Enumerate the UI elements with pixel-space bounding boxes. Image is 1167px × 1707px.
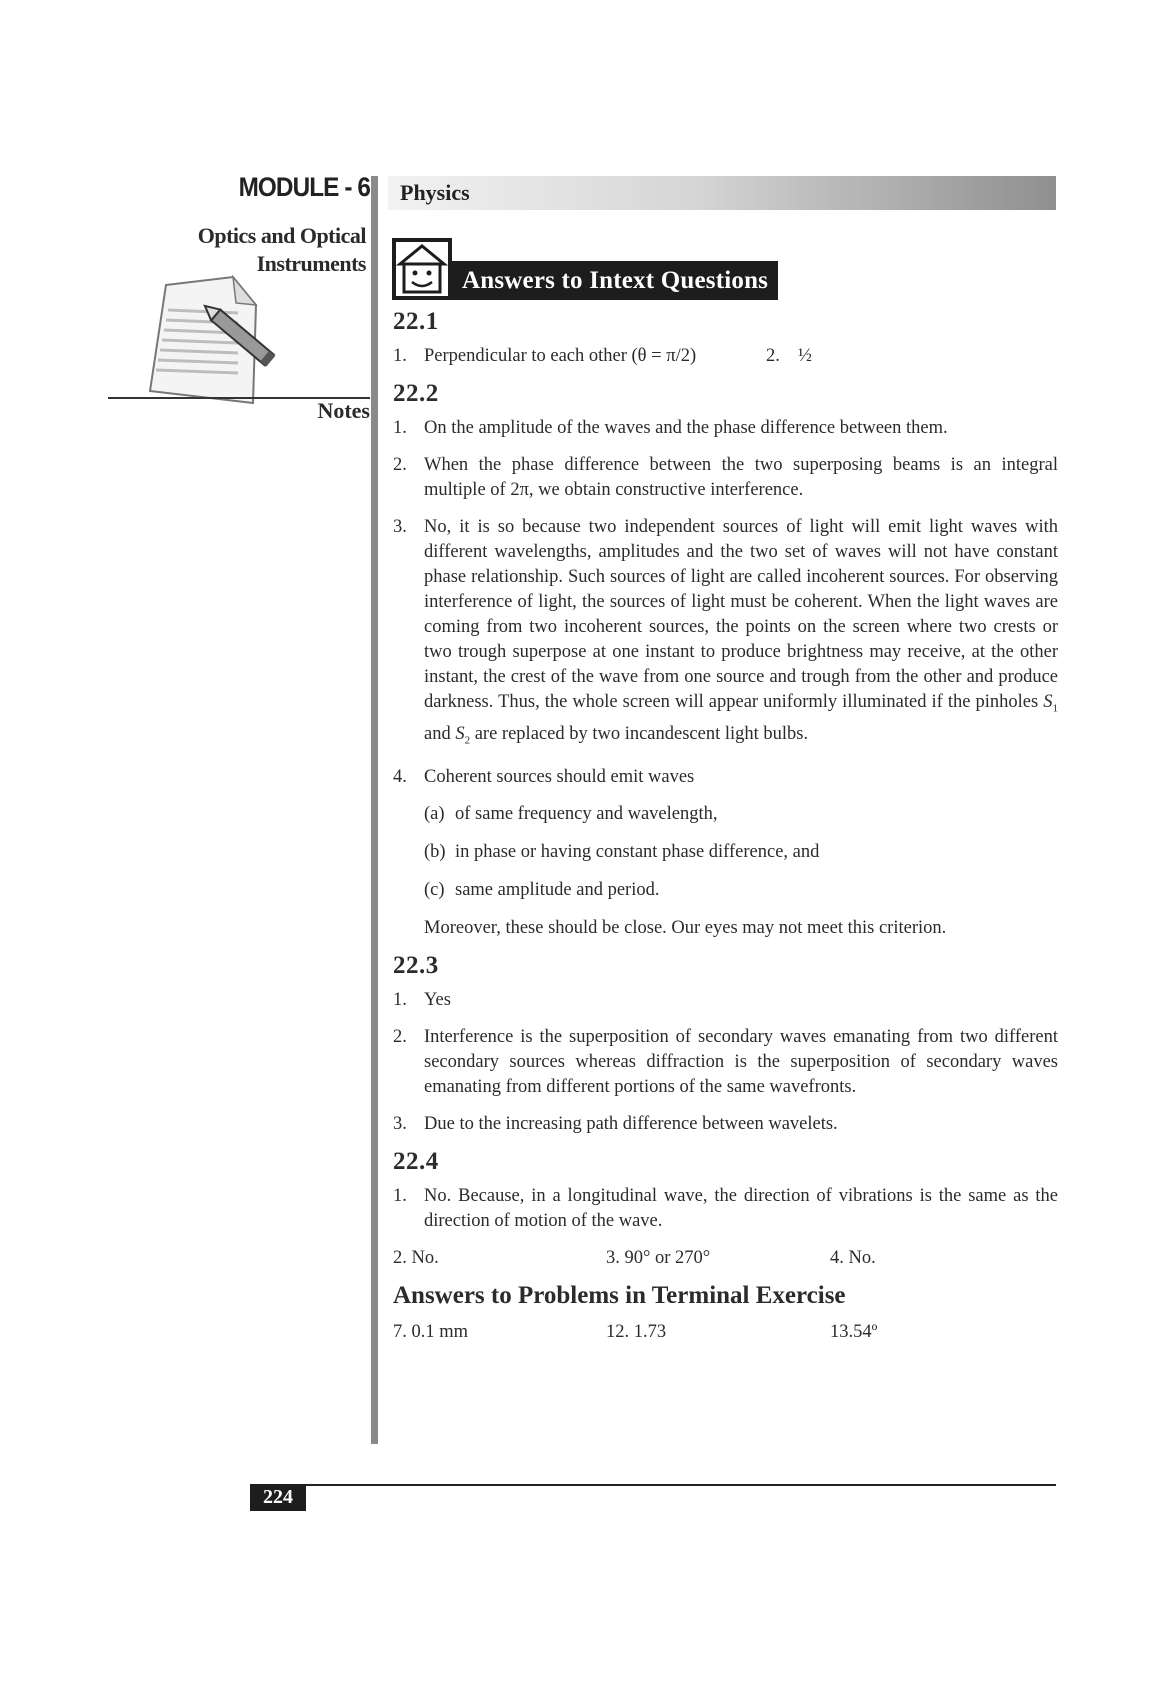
answer-text: No. Because, in a longitudinal wave, the direction of vibrations is the same as the direction of motion of the wave. [424, 1186, 1058, 1232]
notes-label: Notes [317, 398, 370, 423]
section-heading: 22.2 [393, 380, 439, 407]
answers-banner: Answers to Intext Questions [452, 261, 778, 300]
margin-rule [371, 176, 378, 1444]
footer-rule [250, 1484, 1056, 1486]
module-label: MODULE - 6 [238, 172, 370, 202]
sub-item [393, 802, 1058, 827]
answer-cell: 2. No. [393, 1248, 439, 1269]
item-number: 2. [766, 346, 780, 366]
item-number: 1. [393, 1186, 407, 1207]
answer-cell: 4. No. [830, 1248, 876, 1269]
sub-label: (c) [424, 880, 445, 901]
item-number: 3. [393, 1114, 407, 1135]
answer-cell: 3. 90° or 270° [606, 1248, 711, 1269]
section-heading: 22.3 [393, 952, 439, 980]
sub-text: same amplitude and period. [455, 880, 660, 901]
answer-cell: 12. 1.73 [606, 1322, 667, 1343]
smiley-house-icon [392, 238, 452, 300]
subject-line-1: Optics and Optical [197, 223, 366, 248]
item-number: 1. [393, 418, 407, 438]
item-number: 3. [393, 517, 407, 537]
subscript: 1 [1052, 702, 1058, 715]
answer-text: Interference is the superposition of secondary waves emanating from two different secondary sources whereas diffraction is the superposition of secondary waves emanating from different portions of the same wavefronts. [424, 1027, 1058, 1098]
item-number: 2. [393, 455, 407, 475]
item-number: 1. [393, 346, 407, 366]
notes-pencil-icon [138, 265, 288, 415]
sub-text: of same frequency and wavelength, [455, 804, 718, 825]
answer-row [393, 344, 1058, 369]
answer-text: Coherent sources should emit waves [424, 767, 695, 788]
answer-text: When the phase difference between the two superposing beams is an integral multiple of 2π, we obtain constructive interference. [424, 455, 1058, 500]
sub-label: (a) [424, 804, 445, 825]
subject-line-2: Instruments [256, 251, 366, 276]
list-item [393, 1025, 1058, 1100]
section-heading: 22.1 [393, 308, 439, 335]
answer-text: Yes [424, 990, 451, 1011]
answer-text: On the amplitude of the waves and the phase difference between them. [424, 418, 948, 438]
list-item [393, 1184, 1058, 1234]
answer-row [393, 1246, 1058, 1271]
list-item [393, 416, 1058, 441]
list-item [393, 988, 1058, 1013]
symbol-s: S [455, 723, 465, 744]
item-number: 2. [393, 1027, 407, 1048]
list-item [393, 765, 1058, 790]
sub-label: (b) [424, 842, 446, 863]
answer-cell: 13.54º [830, 1322, 878, 1343]
page-number: 224 [250, 1484, 306, 1511]
header-title: Physics [400, 180, 470, 205]
answer-text: Perpendicular to each other (θ = π/2) [424, 346, 697, 366]
header-bar [388, 176, 1056, 210]
symbol-s: S [1043, 692, 1053, 712]
list-item [393, 453, 1058, 503]
list-item [393, 515, 1058, 753]
answer-cell: 7. 0.1 mm [393, 1322, 469, 1343]
answers-content [393, 305, 1058, 1357]
note-text: Moreover, these should be close. Our eyes may not meet this criterion. [424, 918, 947, 939]
sub-text: in phase or having constant phase difference, and [455, 842, 820, 863]
sub-item [393, 840, 1058, 865]
answer-text: Due to the increasing path difference between wavelets. [424, 1114, 838, 1135]
item-number: 1. [393, 990, 407, 1011]
section-heading: 22.4 [393, 1148, 439, 1176]
list-item [393, 1112, 1058, 1137]
answer-text: and [424, 723, 456, 744]
answer-text: No, it is so because two independent sources of light will emit light waves with different wavelengths, amplitudes and the two set of waves will not have constant phase relationship. Such sources of light are called incoherent sources. For observing interference of light, the sources of light must be coherent. When the light waves are coming from two incoherent sources, the points on the screen where two crests or two trough superpose at one instant to produce brightness may receive, at the other instant, the crest of the wave from one source and trough from the other and produce darkness. Thus, the whole screen will appear uniformly illuminated if the pinholes [424, 517, 1058, 712]
answer-text: are replaced by two incandescent light bulbs. [470, 723, 809, 744]
answer-row [393, 1320, 1058, 1345]
answer-text: ½ [798, 346, 812, 366]
subscript: 2 [464, 734, 471, 747]
terminal-heading: Answers to Problems in Terminal Exercise [393, 1282, 846, 1310]
item-number: 4. [393, 767, 407, 788]
sub-item [393, 878, 1058, 903]
